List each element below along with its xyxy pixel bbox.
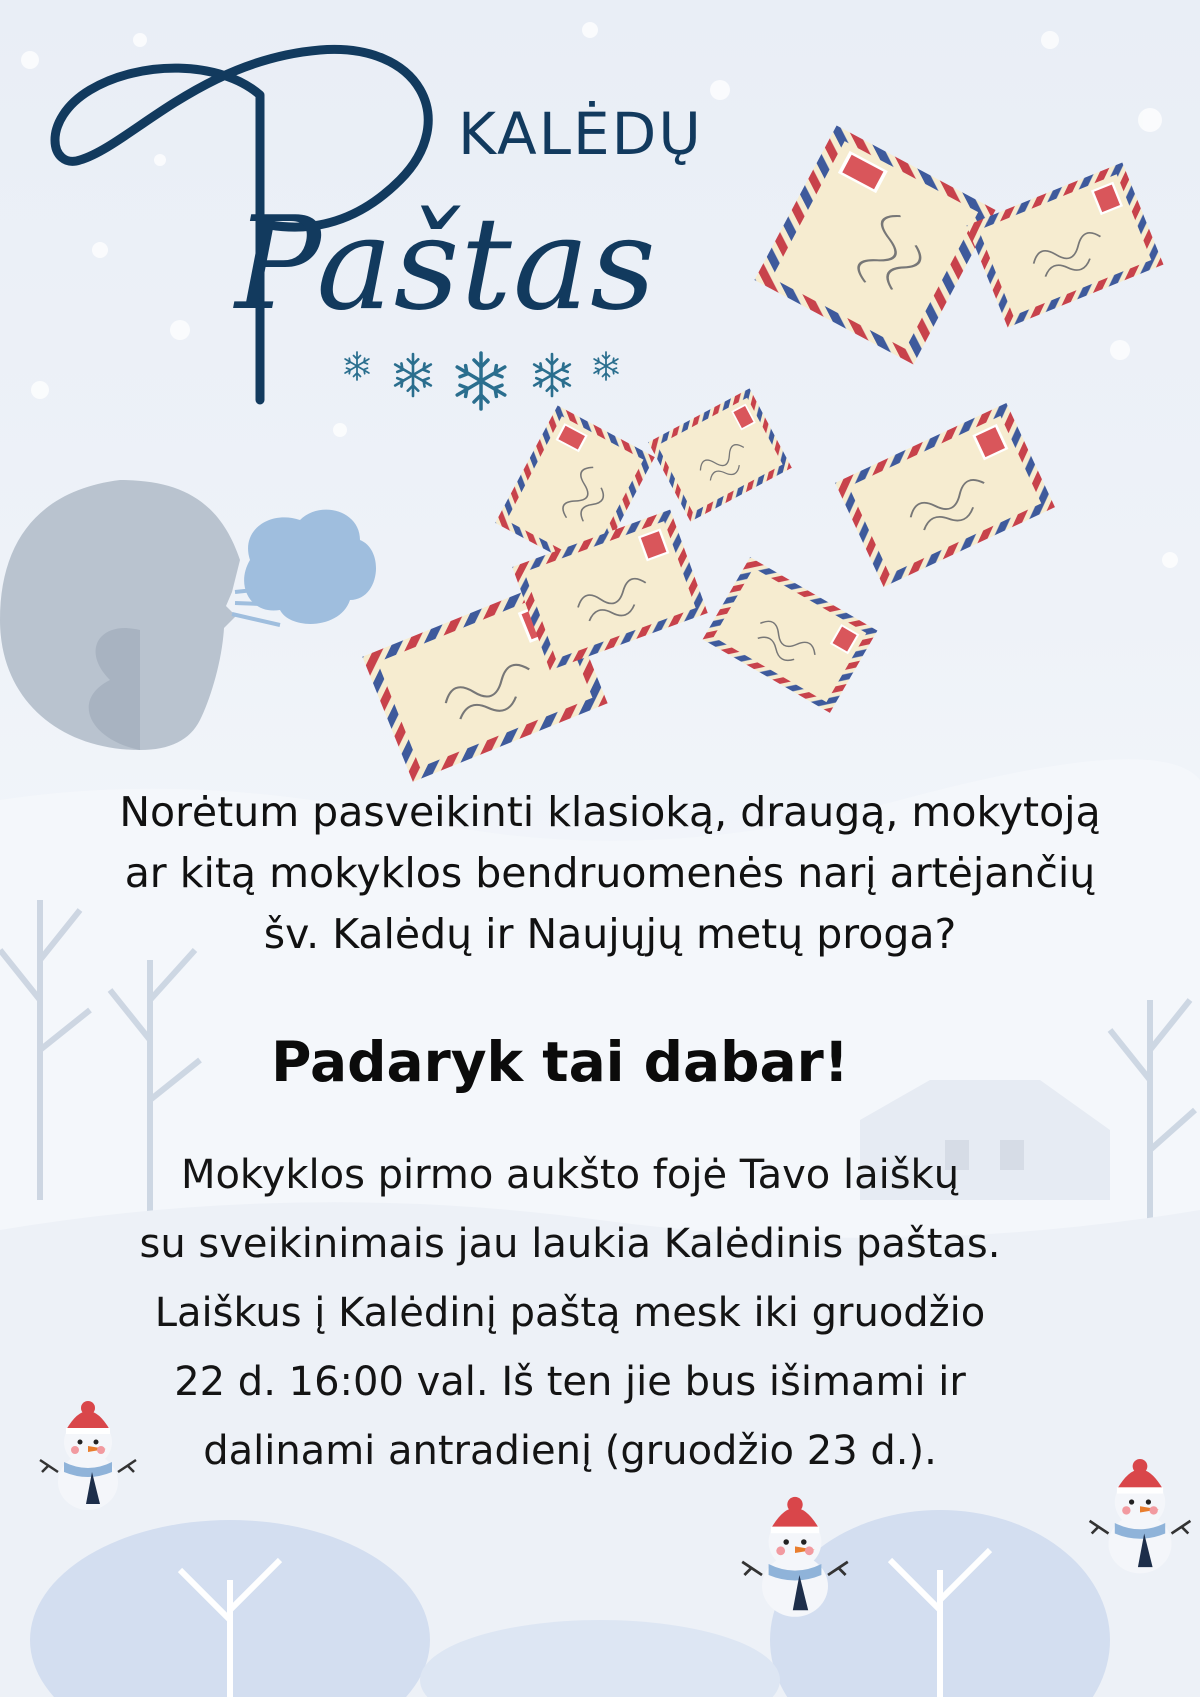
snowflake-icon [345, 352, 618, 409]
info-line: Laiškus į Kalėdinį paštą mesk iki gruodžio [154, 1290, 986, 1336]
intro-line: šv. Kalėdų ir Naujųjų metų proga? [263, 910, 957, 958]
info-paragraph [80, 1141, 1060, 1486]
wind-face-icon [0, 480, 376, 750]
info-line: dalinami antradienį (gruodžio 23 d.). [203, 1428, 937, 1474]
info-line: su sveikinimais jau laukia Kalėdinis paštas. [139, 1221, 1001, 1267]
intro-line: Norėtum pasveikinti klasioką, draugą, mokytoją [119, 788, 1101, 836]
info-line: 22 d. 16:00 val. Iš ten jie bus išimami ir [174, 1359, 966, 1405]
intro-paragraph [40, 782, 1180, 965]
title-big: Paštas [235, 190, 657, 339]
headline: Padaryk tai dabar! [271, 1030, 849, 1094]
title-small: KALĖDŲ [458, 100, 703, 168]
info-line: Mokyklos pirmo aukšto fojė Tavo laiškų [180, 1152, 960, 1198]
intro-line: ar kitą mokyklos bendruomenės narį artėjančių [124, 849, 1096, 897]
